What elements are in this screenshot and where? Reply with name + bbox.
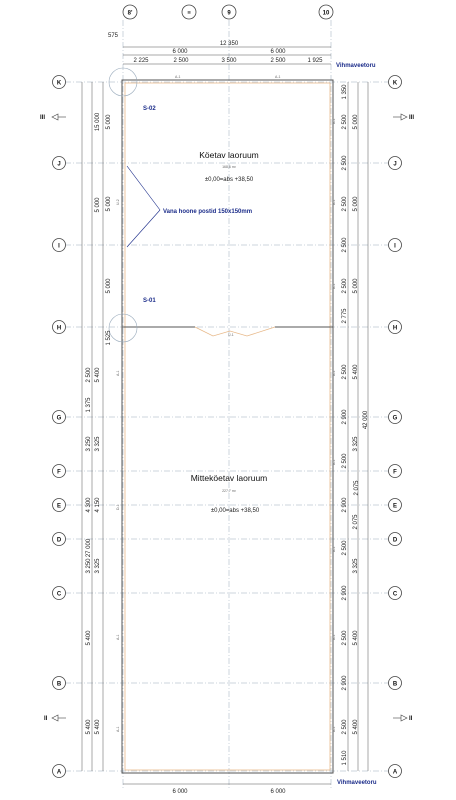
svg-text:U-1: U-1 <box>228 333 234 337</box>
svg-text:A-1: A-1 <box>332 546 336 552</box>
svg-text:9: 9 <box>227 10 231 17</box>
svg-text:2 900: 2 900 <box>342 409 348 425</box>
room-heated-area: 168,6 m² <box>222 165 236 169</box>
svg-text:2 500: 2 500 <box>342 453 348 469</box>
svg-text:A: A <box>56 769 62 776</box>
old-posts-label: Vana hoone postid 150x150mm <box>163 209 253 215</box>
svg-text:6 000: 6 000 <box>172 49 188 55</box>
svg-text:5 400: 5 400 <box>95 367 101 383</box>
svg-text:II: II <box>409 716 413 722</box>
svg-text:3 325: 3 325 <box>353 558 359 574</box>
room-unheated-area: 227,7 m² <box>222 489 236 493</box>
drainpipe-label-bottom: Vihmaveetoru <box>337 780 377 786</box>
svg-text:C: C <box>56 591 62 598</box>
svg-text:5 000: 5 000 <box>106 278 112 294</box>
svg-text:F: F <box>57 469 61 476</box>
svg-text:42 000: 42 000 <box>363 410 369 430</box>
svg-text:8': 8' <box>127 10 133 17</box>
svg-text:D: D <box>56 537 62 544</box>
svg-text:5 000: 5 000 <box>106 114 112 130</box>
svg-text:D-1: D-1 <box>116 504 120 510</box>
svg-text:6 000: 6 000 <box>270 49 286 55</box>
svg-text:2 225: 2 225 <box>133 58 149 64</box>
svg-text:B: B <box>392 681 398 688</box>
column-bubble-9 <box>222 5 236 19</box>
svg-text:A-1: A-1 <box>332 370 336 376</box>
svg-text:5 400: 5 400 <box>86 630 92 646</box>
svg-text:575: 575 <box>108 33 119 39</box>
row-bubbles-left <box>53 76 66 778</box>
svg-text:3 325: 3 325 <box>95 558 101 574</box>
svg-text:2 500: 2 500 <box>342 237 348 253</box>
svg-text:G: G <box>56 415 62 422</box>
bottom-dimensions <box>123 784 331 795</box>
svg-text:2 500: 2 500 <box>86 367 92 383</box>
svg-text:5 400: 5 400 <box>86 719 92 735</box>
svg-text:15 000: 15 000 <box>95 112 101 132</box>
svg-text:A-1: A-1 <box>116 634 120 640</box>
svg-text:1 525: 1 525 <box>106 330 112 346</box>
svg-text:2 500: 2 500 <box>342 719 348 735</box>
svg-text:≡: ≡ <box>187 10 191 17</box>
svg-text:A-1: A-1 <box>332 634 336 640</box>
svg-text:A-1: A-1 <box>332 199 336 205</box>
svg-text:A-1: A-1 <box>275 75 281 79</box>
svg-text:III: III <box>40 115 46 121</box>
svg-text:2 075: 2 075 <box>353 514 359 530</box>
svg-text:5 000: 5 000 <box>353 196 359 212</box>
wall-tags <box>116 75 336 732</box>
svg-text:3 250: 3 250 <box>86 558 92 574</box>
svg-text:3 500: 3 500 <box>221 58 237 64</box>
svg-text:5 400: 5 400 <box>353 630 359 646</box>
svg-text:1 925: 1 925 <box>307 58 323 64</box>
svg-text:A-1: A-1 <box>332 726 336 732</box>
svg-text:1 375: 1 375 <box>86 397 92 413</box>
room-unheated-name: Mitteköetav laoruum <box>190 473 268 483</box>
building-outline <box>122 80 333 773</box>
svg-text:1 350: 1 350 <box>342 84 348 100</box>
detail-label-s02: S-02 <box>143 106 156 112</box>
svg-text:E: E <box>392 503 398 510</box>
row-grid-lines <box>65 82 390 771</box>
svg-text:A-1: A-1 <box>332 283 336 289</box>
svg-text:A-1: A-1 <box>175 75 181 79</box>
column-bubble-8p <box>123 5 137 19</box>
room-heated-name: Köetav laoruum <box>199 150 259 160</box>
svg-text:1 510: 1 510 <box>342 750 348 766</box>
svg-text:3 325: 3 325 <box>353 436 359 452</box>
old-posts-leaders <box>127 166 160 247</box>
svg-text:C: C <box>392 591 398 598</box>
svg-text:2 900: 2 900 <box>342 675 348 691</box>
svg-text:H: H <box>56 325 62 332</box>
svg-text:5 000: 5 000 <box>106 196 112 212</box>
svg-text:2 500: 2 500 <box>342 278 348 294</box>
section-mark-ii-left <box>44 715 66 722</box>
svg-text:5 400: 5 400 <box>353 719 359 735</box>
svg-text:E: E <box>56 503 62 510</box>
svg-text:10: 10 <box>322 10 330 17</box>
svg-text:F: F <box>393 469 397 476</box>
svg-text:2 500: 2 500 <box>173 58 189 64</box>
svg-text:27 000: 27 000 <box>86 538 92 558</box>
svg-text:2 500: 2 500 <box>270 58 286 64</box>
svg-text:III: III <box>409 115 415 121</box>
row-bubbles-right <box>389 76 402 778</box>
building-inner-outline <box>125 83 330 770</box>
svg-text:H: H <box>392 325 398 332</box>
svg-text:5 400: 5 400 <box>353 364 359 380</box>
svg-text:J: J <box>393 161 397 168</box>
section-mark-iii-right <box>393 114 414 121</box>
svg-text:2 500: 2 500 <box>342 540 348 556</box>
svg-text:K: K <box>56 80 62 87</box>
column-bubble-10 <box>319 5 333 19</box>
svg-text:B: B <box>56 681 62 688</box>
svg-text:4 300: 4 300 <box>86 497 92 513</box>
svg-text:5 000: 5 000 <box>95 197 101 213</box>
svg-text:A-1: A-1 <box>332 459 336 465</box>
svg-text:2 500: 2 500 <box>342 364 348 380</box>
svg-text:K: K <box>392 80 398 87</box>
room-heated-level: ±0,00=abs +38,50 <box>204 177 254 183</box>
room-unheated-level: ±0,00=abs +38,50 <box>210 508 260 514</box>
svg-text:4 150: 4 150 <box>95 497 101 513</box>
svg-text:5 000: 5 000 <box>353 114 359 130</box>
svg-text:5 000: 5 000 <box>353 278 359 294</box>
section-mark-iii-left <box>40 114 66 121</box>
detail-label-s01: S-01 <box>143 298 156 304</box>
column-bubble-sym <box>182 5 196 19</box>
svg-text:2 075: 2 075 <box>354 480 360 496</box>
svg-text:2 500: 2 500 <box>342 196 348 212</box>
svg-text:I: I <box>394 243 396 250</box>
svg-text:6 000: 6 000 <box>270 789 286 795</box>
svg-text:II: II <box>44 716 48 722</box>
svg-text:2 775: 2 775 <box>342 308 348 324</box>
svg-text:6 000: 6 000 <box>172 789 188 795</box>
svg-text:2 500: 2 500 <box>342 155 348 171</box>
svg-text:2 900: 2 900 <box>342 585 348 601</box>
right-dimension-chain <box>342 82 369 771</box>
top-dimensions <box>108 33 331 64</box>
svg-text:I: I <box>58 243 60 250</box>
svg-text:2 500: 2 500 <box>342 630 348 646</box>
svg-text:D: D <box>392 537 398 544</box>
partition-opening <box>195 327 275 336</box>
svg-text:3 325: 3 325 <box>95 436 101 452</box>
svg-text:J: J <box>57 161 61 168</box>
svg-text:2 500: 2 500 <box>342 114 348 130</box>
svg-text:G: G <box>392 415 398 422</box>
drainpipe-label-top: Vihmaveetoru <box>336 63 376 69</box>
svg-text:12 350: 12 350 <box>219 41 239 47</box>
left-dimension-chain <box>82 82 112 771</box>
svg-text:A-1: A-1 <box>116 726 120 732</box>
svg-text:2 900: 2 900 <box>342 497 348 513</box>
svg-text:5 400: 5 400 <box>95 719 101 735</box>
svg-text:A: A <box>392 769 398 776</box>
svg-text:3 250: 3 250 <box>86 436 92 452</box>
svg-text:A-1: A-1 <box>116 370 120 376</box>
section-mark-ii-right <box>393 715 413 722</box>
svg-text:U-2: U-2 <box>116 199 120 205</box>
svg-text:A-1: A-1 <box>332 118 336 124</box>
